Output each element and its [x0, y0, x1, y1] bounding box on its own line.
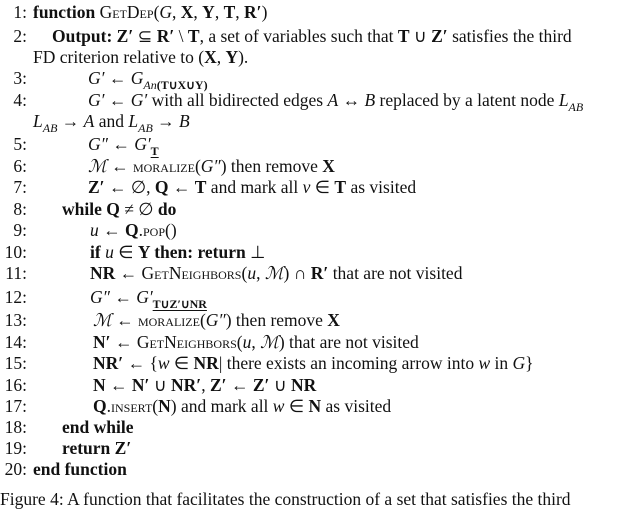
line-number: 17: — [4, 396, 27, 416]
keyword-or-bold-symbol: then: return — [149, 242, 251, 262]
line-text: → — [57, 111, 84, 131]
algorithm-line — [0, 133, 640, 158]
line-number: 7: — [13, 177, 27, 197]
line-text: , — [235, 2, 244, 22]
line-content — [90, 262, 462, 284]
line-text: G″ — [200, 156, 221, 176]
line-text: u — [247, 263, 257, 283]
keyword-or-bold-symbol: T — [334, 177, 347, 197]
line-text: } — [525, 353, 534, 373]
line-number: 6: — [13, 156, 27, 176]
line-text: ∈ — [284, 396, 309, 416]
keyword-or-bold-symbol: T — [223, 2, 236, 22]
line-text: \ — [174, 26, 188, 46]
line-text: G″ — [205, 310, 226, 330]
line-text: ← — [111, 310, 138, 330]
line-text: with all bidirected edges — [147, 90, 328, 110]
procedure-name: .pop — [138, 220, 166, 240]
line-text: , — [256, 263, 265, 283]
line-text: ) — [261, 2, 268, 22]
line-text: ← — [115, 263, 142, 283]
line-text: ∈ — [310, 177, 335, 197]
algorithm-line — [0, 458, 640, 480]
line-text: T — [150, 144, 159, 158]
line-text: ↔ — [338, 90, 365, 110]
algorithm-line — [0, 437, 640, 459]
line-number: 16: — [4, 375, 27, 395]
keyword-or-bold-symbol: Y — [202, 2, 215, 22]
keyword-or-bold-symbol: N′ — [93, 332, 111, 352]
keyword-or-bold-symbol: Z′ — [88, 177, 105, 197]
keyword-or-bold-symbol: Q — [106, 199, 120, 219]
line-content — [93, 309, 340, 331]
line-number: 19: — [4, 438, 27, 458]
line-text: ← — [104, 68, 131, 88]
line-number: 11: — [5, 263, 27, 283]
line-content — [62, 437, 131, 459]
line-text: , — [216, 47, 226, 67]
line-text: G′ — [88, 90, 105, 110]
line-number: 10: — [4, 242, 27, 262]
line-text: G′ — [88, 68, 105, 88]
line-text: An — [143, 78, 157, 92]
line-text: w — [157, 353, 170, 373]
algorithm-line — [0, 46, 640, 68]
line-text: ⊥ — [250, 242, 266, 262]
line-text: , — [201, 375, 210, 395]
keyword-or-bold-symbol: Q — [154, 177, 169, 197]
line-text: satisfies the third — [447, 26, 572, 46]
keyword-or-bold-symbol: R′ — [310, 263, 329, 283]
line-text: ← ∅, — [104, 177, 155, 197]
line-text: AB — [42, 121, 58, 135]
line-number: 4: — [13, 90, 27, 110]
line-text: () — [165, 220, 177, 240]
keyword-or-bold-symbol: return — [62, 438, 115, 458]
keyword-or-bold-symbol: NR — [291, 375, 317, 395]
procedure-name: moralize — [137, 310, 200, 330]
line-text: G — [130, 68, 144, 88]
line-text: u — [90, 220, 99, 240]
keyword-or-bold-symbol: T — [187, 26, 200, 46]
line-text: ← — [109, 287, 137, 307]
line-text: G — [512, 353, 526, 373]
procedure-name: GetNeighbors — [141, 263, 242, 283]
line-number: 15: — [4, 353, 27, 373]
keyword-or-bold-symbol: N — [93, 375, 106, 395]
line-content — [93, 395, 391, 417]
line-number: 20: — [4, 459, 27, 479]
line-text: , — [251, 332, 261, 352]
line-text: AB — [568, 100, 584, 114]
algorithm-line — [0, 262, 640, 284]
line-text: ≠ ∅ — [119, 199, 158, 219]
keyword-or-bold-symbol: if — [90, 242, 106, 262]
line-text: w — [478, 353, 491, 373]
line-text: L — [558, 90, 569, 110]
line-text: ← — [107, 134, 135, 154]
line-content — [33, 46, 248, 68]
line-text: (T∪X∪Y) — [156, 78, 208, 92]
line-text: A — [327, 90, 339, 110]
line-text: ← — [226, 375, 253, 395]
algorithm-line — [0, 89, 640, 114]
algorithm-line — [0, 110, 640, 135]
line-text: G″ — [90, 287, 110, 307]
keyword-or-bold-symbol: T — [194, 177, 207, 197]
line-text: ⊆ — [133, 26, 157, 46]
keyword-or-bold-symbol: N — [308, 396, 322, 416]
procedure-name: moralize — [132, 156, 195, 176]
line-content — [62, 198, 176, 220]
keyword-or-bold-symbol: R′ — [244, 2, 262, 22]
line-text: ( — [241, 263, 248, 283]
keyword-or-bold-symbol: NR′ — [93, 353, 124, 373]
line-content — [52, 25, 572, 47]
line-content — [33, 458, 127, 480]
figure-caption: Figure 4: A function that facilitates the construction of a set that satisfies the third — [0, 489, 571, 509]
line-number: 1: — [13, 2, 27, 22]
procedure-name: GetDep — [99, 2, 154, 22]
keyword-or-bold-symbol: Z′ — [209, 375, 227, 395]
line-text: ← — [106, 156, 133, 176]
line-text: ← — [104, 90, 131, 110]
line-content — [90, 219, 177, 241]
line-text: | there exists an incoming arrow into — [218, 353, 479, 373]
keyword-or-bold-symbol: Z′ — [114, 438, 132, 458]
algorithm-line — [0, 176, 640, 198]
line-text: ) then remove — [225, 310, 328, 330]
keyword-or-bold-symbol: Q — [125, 220, 139, 240]
keyword-or-bold-symbol: T — [397, 26, 410, 46]
line-text: ). — [238, 47, 249, 67]
keyword-or-bold-symbol: X — [204, 47, 217, 67]
algorithm-line — [0, 416, 640, 438]
line-number: 18: — [4, 417, 27, 437]
keyword-or-bold-symbol: Q — [93, 396, 107, 416]
line-text: , — [214, 2, 224, 22]
line-text: G″ — [88, 134, 108, 154]
algorithm-line — [0, 1, 640, 23]
keyword-or-bold-symbol: X — [322, 156, 335, 176]
algorithm-line — [0, 395, 640, 417]
algorithm-line — [0, 219, 640, 241]
keyword-or-bold-symbol: Y — [225, 47, 239, 67]
line-number: 8: — [13, 199, 27, 219]
line-text: ) and mark all — [170, 396, 273, 416]
keyword-or-bold-symbol: end function — [33, 459, 127, 479]
keyword-or-bold-symbol: X — [327, 310, 340, 330]
line-number: 5: — [13, 134, 27, 154]
line-text: , a set of variables such that — [199, 26, 398, 46]
line-text: v — [302, 177, 311, 197]
line-content — [88, 176, 416, 198]
line-number: 14: — [4, 332, 27, 352]
algorithm-line — [0, 25, 640, 47]
keyword-or-bold-symbol: while — [62, 199, 107, 219]
procedure-name: GetNeighbors — [136, 332, 237, 352]
line-content — [93, 331, 419, 353]
algorithm-line — [0, 155, 640, 177]
line-text: in — [490, 353, 513, 373]
line-text: ( — [236, 332, 243, 352]
keyword-or-bold-symbol: NR — [193, 353, 219, 373]
line-text: ← — [105, 375, 132, 395]
line-text: FD criterion relative to ( — [33, 47, 205, 67]
line-content — [88, 155, 335, 177]
algorithm-line — [0, 67, 640, 92]
line-text: u — [105, 242, 114, 262]
keyword-or-bold-symbol: R′ — [156, 26, 175, 46]
line-text: as visited — [321, 396, 392, 416]
line-text: B — [364, 90, 376, 110]
line-text: ← — [98, 220, 125, 240]
line-text: and mark all — [206, 177, 303, 197]
keyword-or-bold-symbol: NR′ — [171, 375, 202, 395]
line-text: G′ — [134, 134, 151, 154]
line-content — [90, 241, 265, 263]
algorithm-line — [0, 198, 640, 220]
keyword-or-bold-symbol: Z′ — [116, 26, 134, 46]
line-number: 2: — [13, 26, 27, 46]
line-text: L — [33, 111, 43, 131]
keyword-or-bold-symbol: NR — [90, 263, 116, 283]
algorithm-line — [0, 309, 640, 331]
line-text: T∪Z′∪NR — [152, 297, 207, 311]
line-text: ℳ — [93, 310, 112, 330]
keyword-or-bold-symbol: N — [158, 396, 171, 416]
line-text: ℳ — [264, 263, 284, 283]
keyword-or-bold-symbol: N′ — [131, 375, 150, 395]
line-number: 13: — [4, 310, 27, 330]
keyword-or-bold-symbol: Output: — [52, 26, 117, 46]
procedure-name: .insert — [106, 396, 153, 416]
keyword-or-bold-symbol: function — [33, 2, 100, 22]
line-text: L — [128, 111, 139, 131]
line-text: ∪ — [409, 26, 432, 46]
line-text: ∪ — [149, 375, 172, 395]
line-text: → — [152, 111, 180, 131]
line-text: ( — [199, 310, 206, 330]
line-text: ( — [153, 2, 160, 22]
line-text: as visited — [346, 177, 417, 197]
line-content — [93, 352, 534, 374]
line-text: G′ — [130, 90, 148, 110]
keyword-or-bold-symbol: end while — [62, 417, 134, 437]
line-text: B — [179, 111, 190, 131]
line-text: ( — [152, 396, 159, 416]
algorithm-line — [0, 352, 640, 374]
line-text: u — [242, 332, 252, 352]
line-text: ) then remove — [220, 156, 323, 176]
line-number: 9: — [13, 220, 27, 240]
line-text: ← — [168, 177, 195, 197]
line-text: ( — [194, 156, 201, 176]
keyword-or-bold-symbol: Y — [137, 242, 150, 262]
line-text: ← — [110, 332, 137, 352]
line-text: ) ∩ — [283, 263, 311, 283]
line-content — [93, 374, 316, 396]
line-text: w — [272, 396, 285, 416]
line-text: and — [94, 111, 129, 131]
keyword-or-bold-symbol: do — [157, 199, 177, 219]
line-text: ∈ — [113, 242, 138, 262]
line-number: 3: — [13, 68, 27, 88]
line-text: that are not visited — [328, 263, 463, 283]
algorithm-line — [0, 241, 640, 263]
keyword-or-bold-symbol: X — [180, 2, 194, 22]
line-text: ) that are not visited — [278, 332, 419, 352]
line-text: ← { — [123, 353, 158, 373]
line-text: , — [193, 2, 203, 22]
line-text: , — [172, 2, 181, 22]
algorithm-line — [0, 331, 640, 353]
line-text: AB — [138, 121, 153, 135]
line-text: replaced by a latent node — [375, 90, 559, 110]
line-text: A — [83, 111, 95, 131]
line-text: G — [159, 2, 173, 22]
line-text: ∪ — [269, 375, 291, 395]
line-text: ℳ — [88, 156, 107, 176]
line-content — [62, 416, 133, 438]
algorithm-line — [0, 286, 640, 311]
keyword-or-bold-symbol: Z′ — [431, 26, 448, 46]
algorithm-line — [0, 374, 640, 396]
line-number: 12: — [4, 287, 27, 307]
keyword-or-bold-symbol: Z′ — [252, 375, 270, 395]
line-content — [33, 1, 267, 23]
line-text: G′ — [136, 287, 153, 307]
line-text: ℳ — [260, 332, 279, 352]
line-text: ∈ — [169, 353, 194, 373]
